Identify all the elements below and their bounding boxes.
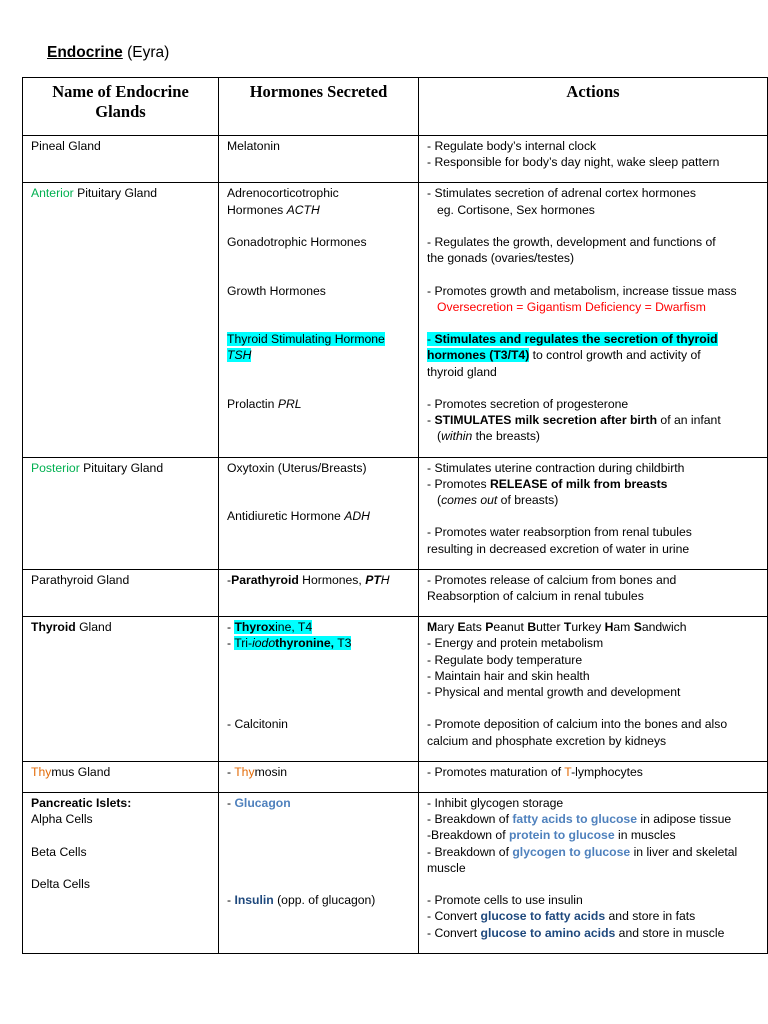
action-line: eg. Cortisone, Sex hormones: [437, 202, 595, 217]
table-row-pineal: [23, 136, 768, 183]
action-line: - Inhibit glycogen storage: [427, 796, 564, 811]
table-row-parathyroid: [23, 569, 768, 616]
hormone-name: - Insulin (opp. of glucagon): [227, 893, 376, 908]
action-line: calcium and phosphate excretion by kidneys: [427, 733, 667, 748]
action-line: - Promotes water reabsorption from renal tubules: [427, 525, 692, 540]
gland-name: Posterior Pituitary Gland: [31, 460, 164, 475]
gland-name: Pancreatic Islets:: [31, 796, 132, 811]
action-line: - Regulate body temperature: [427, 652, 583, 667]
action-line: - Regulates the growth, development and functions of: [427, 235, 716, 249]
action-line: - Stimulates uterine contraction during childbirth: [427, 460, 685, 475]
table-row-thyroid: [23, 617, 768, 762]
hormone-name: Melatonin: [227, 139, 280, 153]
action-line: -Breakdown of protein to glucose in muscles: [427, 828, 676, 843]
action-line: hormones (T3/T4) to control growth and activity of: [427, 348, 701, 363]
endocrine-table: [22, 77, 768, 954]
cell-type: Beta Cells: [31, 844, 87, 859]
column-header-actions: Actions: [419, 78, 768, 136]
gland-name: Thymus Gland: [31, 764, 111, 779]
hormone-cell: [219, 569, 419, 616]
hormone-cell: [219, 761, 419, 792]
action-line: - Promote deposition of calcium into the bones and also: [427, 717, 728, 732]
action-cell: [419, 457, 768, 569]
gland-name: Parathyroid Gland: [31, 572, 130, 587]
cell-type: Delta Cells: [31, 877, 90, 891]
hormone-name: Growth Hormones: [227, 283, 326, 298]
hormone-abbrev: ADH: [344, 509, 370, 524]
action-line: Reabsorption of calcium in renal tubules: [427, 589, 644, 603]
gland-name: Anterior Pituitary Gland: [31, 186, 158, 201]
gland-cell: [23, 183, 219, 457]
action-line: the gonads (ovaries/testes): [427, 251, 575, 266]
gland-cell: [23, 793, 219, 954]
hormone-name: Gonadotrophic Hormones: [227, 235, 367, 249]
hormone-abbrev: TSH: [227, 348, 252, 363]
action-line: (within the breasts): [437, 429, 540, 444]
table-header-row: [23, 78, 768, 136]
action-line: - Promotes secretion of progesterone: [427, 396, 629, 411]
hormone-name: - Thyroxine, T4: [227, 620, 313, 635]
hormone-name: Oxytoxin (Uterus/Breasts): [227, 460, 367, 475]
gland-prefix: Anterior: [31, 186, 74, 201]
action-cell: [419, 617, 768, 762]
hormone-name: Adrenocorticotrophic: [227, 186, 339, 201]
hormone-cell: [219, 457, 419, 569]
gland-cell: [23, 136, 219, 183]
action-line: - Promotes RELEASE of milk from breasts: [427, 476, 668, 491]
gland-cell: [23, 457, 219, 569]
hormone-abbrev: PRL: [277, 396, 302, 411]
gland-cell: [23, 617, 219, 762]
action-line: - Physical and mental growth and development: [427, 685, 681, 700]
action-line: - Promote cells to use insulin: [427, 893, 583, 908]
gland-cell: [23, 761, 219, 792]
action-line: thyroid gland: [427, 364, 497, 379]
action-line: - Energy and protein metabolism: [427, 636, 604, 651]
gland-prefix: Posterior: [31, 460, 80, 475]
action-line: - Breakdown of fatty acids to glucose in adipose tissue: [427, 812, 732, 827]
action-line: - Promotes maturation of T-lymphocytes: [427, 764, 643, 779]
page-title-suffix: (Eyra): [122, 44, 170, 61]
action-line: - Breakdown of glycogen to glucose in liver and skeletal: [427, 844, 738, 859]
gland-name: Thyroid Gland: [31, 620, 112, 635]
hormone-cell: [219, 617, 419, 762]
action-cell: [419, 569, 768, 616]
page-heading: [47, 44, 169, 62]
hormone-cell: [219, 136, 419, 183]
hormone-name: Antidiuretic Hormone ADH: [227, 509, 370, 524]
action-line: - Promotes growth and metabolism, increase tissue mass: [427, 283, 737, 298]
action-cell: [419, 136, 768, 183]
action-line: - Stimulates and regulates the secretion of thyroid: [427, 332, 718, 347]
action-line: - Convert glucose to amino acids and store in muscle: [427, 925, 725, 940]
column-header-gland: Name of Endocrine Glands: [23, 78, 219, 136]
action-cell: [419, 793, 768, 954]
action-line: (comes out of breasts): [437, 493, 559, 507]
hormone-cell: [219, 793, 419, 954]
column-header-hormones: Hormones Secreted: [219, 78, 419, 136]
action-line: - Responsible for body’s day night, wake sleep pattern: [427, 155, 720, 170]
action-cell: [419, 183, 768, 457]
hormone-abbrev: ACTH: [286, 202, 320, 217]
gland-name: Pineal Gland: [31, 139, 101, 153]
table-row-thymus: [23, 761, 768, 792]
mnemonic-line: Mary Eats Peanut Butter Turkey Ham Sandwich: [427, 620, 687, 635]
cell-type: Alpha Cells: [31, 812, 93, 827]
table-row-pancreatic-islets: [23, 793, 768, 954]
action-line: - Stimulates secretion of adrenal cortex hormones: [427, 186, 696, 201]
hormone-name: - Thymosin: [227, 764, 288, 779]
hormone-name: - Calcitonin: [227, 717, 288, 732]
action-line: resulting in decreased excretion of water in urine: [427, 541, 690, 556]
gland-cell: [23, 569, 219, 616]
action-line: - Maintain hair and skin health: [427, 668, 590, 683]
hormone-name: -Parathyroid Hormones, PTH: [227, 572, 390, 587]
action-line: - Convert glucose to fatty acids and store in fats: [427, 909, 696, 924]
action-line: muscle: [427, 860, 466, 875]
action-line: - Regulate body’s internal clock: [427, 139, 597, 153]
hormone-name: Thyroid Stimulating Hormone: [227, 332, 385, 347]
growth-disorder-note: Oversecretion = Gigantism Deficiency = Dwarfism: [437, 299, 706, 314]
table-row-posterior-pituitary: [23, 457, 768, 569]
action-line: - STIMULATES milk secretion after birth of an infant: [427, 413, 721, 428]
hormone-name: Prolactin PRL: [227, 396, 302, 411]
action-cell: [419, 761, 768, 792]
table-row-anterior-pituitary: [23, 183, 768, 457]
page-title: Endocrine: [47, 44, 123, 61]
action-line: - Promotes release of calcium from bones and: [427, 572, 677, 587]
hormone-name: - Glucagon: [227, 796, 291, 811]
hormone-name: - Tri-iodothyronine, T3: [227, 636, 352, 651]
hormone-cell: Adrenocorticotrophic Hormones ACTH Gonadotrophic Hormones Growth Hormones Thyroid Stimulating Hormone TSH Prolactin PRL: [219, 183, 419, 457]
